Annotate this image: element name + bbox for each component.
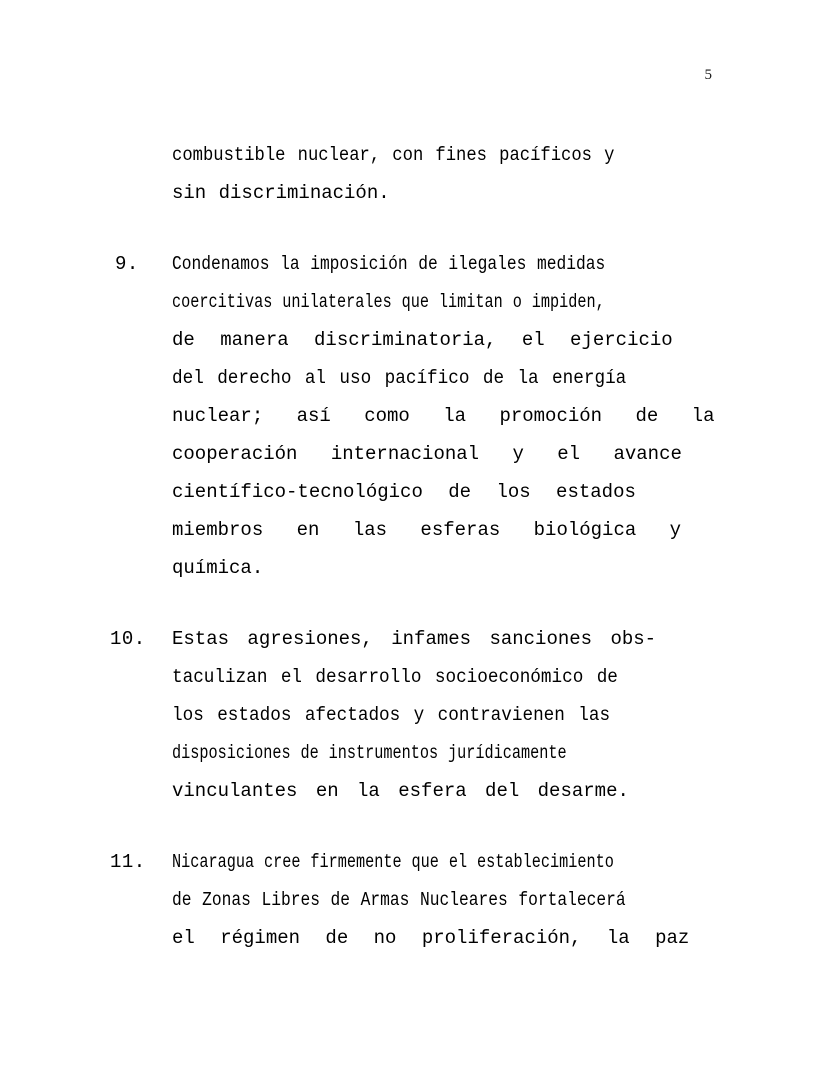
paragraph	[0, 136, 825, 212]
text-line: química.	[172, 557, 264, 579]
page-number: 5	[704, 67, 712, 83]
text-line: Estas agresiones, infames sanciones obs-	[172, 628, 657, 650]
text-line: de manera discriminatoria, el ejercicio	[172, 329, 673, 351]
paragraph-number: 10.	[110, 628, 146, 650]
text-line: disposiciones de instrumentos jurídicamente	[172, 742, 567, 764]
paragraph	[0, 245, 825, 587]
text-line: de Zonas Libres de Armas Nucleares fortalecerá	[172, 889, 626, 911]
document-body	[0, 136, 825, 957]
text-line: sin discriminación.	[172, 182, 390, 204]
text-line: vinculantes en la esfera del desarme.	[172, 780, 629, 802]
paragraph	[0, 620, 825, 810]
text-line: el régimen de no proliferación, la paz	[172, 927, 690, 949]
text-line: Nicaragua cree firmemente que el establecimiento	[172, 851, 614, 873]
text-line: taculizan el desarrollo socioeconómico de	[172, 666, 618, 688]
text-line: nuclear; así como la promoción de la	[172, 405, 715, 427]
text-line: Condenamos la imposición de ilegales medidas	[172, 253, 606, 275]
text-line: coercitivas unilaterales que limitan o impiden,	[172, 291, 605, 313]
text-line: del derecho al uso pacífico de la energía	[172, 367, 627, 389]
text-line: combustible nuclear, con fines pacíficos y	[172, 144, 615, 166]
text-line: los estados afectados y contravienen las	[172, 704, 611, 726]
text-line: científico-tecnológico de los estados	[172, 481, 636, 503]
paragraph	[0, 843, 825, 957]
text-line: cooperación internacional y el avance	[172, 443, 682, 465]
paragraph-number: 11.	[110, 851, 146, 873]
text-line: miembros en las esferas biológica y	[172, 519, 682, 541]
paragraph-number: 9.	[115, 253, 139, 275]
